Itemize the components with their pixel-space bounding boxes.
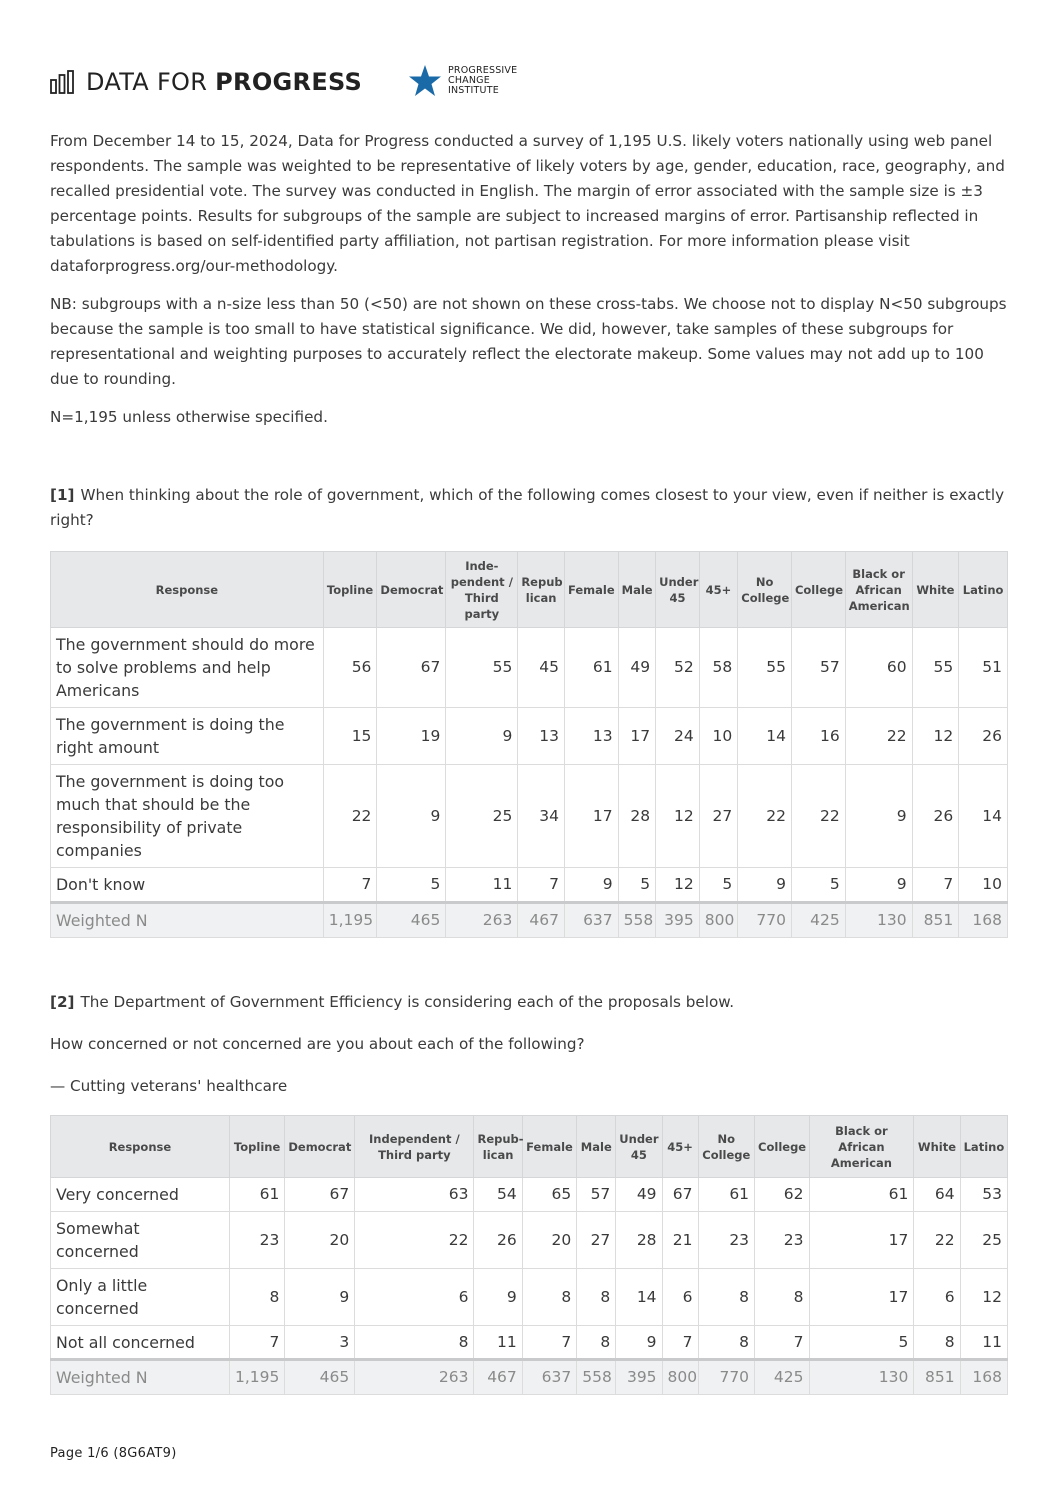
crosstab-table-q1 <box>50 551 1008 938</box>
value-cell: 45 <box>518 628 565 708</box>
value-cell: 61 <box>698 1178 755 1212</box>
value-cell: 5 <box>377 868 446 903</box>
value-cell: 5 <box>618 868 656 903</box>
column-header: College <box>755 1116 809 1178</box>
value-cell: 25 <box>446 765 518 868</box>
value-cell: 13 <box>518 708 565 765</box>
value-cell: 17 <box>809 1269 914 1326</box>
column-header: White <box>912 552 959 628</box>
weighted-n-row <box>51 1360 1008 1395</box>
value-cell: 22 <box>323 765 377 868</box>
value-cell: 61 <box>229 1178 285 1212</box>
value-cell: 55 <box>738 628 792 708</box>
table-row <box>51 1326 1008 1360</box>
value-cell: 17 <box>564 765 618 868</box>
logo-text-bold: PROGRESS <box>215 68 363 96</box>
value-cell: 6 <box>914 1269 960 1326</box>
value-cell: 9 <box>564 868 618 903</box>
column-header: Inde- pendent / Third party <box>446 552 518 628</box>
value-cell: 22 <box>355 1212 474 1269</box>
star-icon <box>408 64 442 98</box>
value-cell: 21 <box>662 1212 698 1269</box>
table-row <box>51 628 1008 708</box>
value-cell: 19 <box>377 708 446 765</box>
value-cell: 55 <box>912 628 959 708</box>
value-cell: 22 <box>738 765 792 868</box>
value-cell: 20 <box>285 1212 355 1269</box>
value-cell: 23 <box>755 1212 809 1269</box>
value-cell: 6 <box>355 1269 474 1326</box>
value-cell: 8 <box>522 1269 576 1326</box>
value-cell: 8 <box>755 1269 809 1326</box>
intro-paragraph-nb: NB: subgroups with a n-size less than 50 (<50) are not shown on these cross-tabs. We choose not to display N<50 subgroups because the sample is too small to have statistical significance. We did, however, take samples of these subgroups for representational and weighting purposes to accurately reflect the electorate makeup. Some values may not add up to 100 due to rounding. <box>50 295 1007 388</box>
weighted-n-cell: 637 <box>564 903 618 938</box>
value-cell: 7 <box>323 868 377 903</box>
column-header: Black or African American <box>845 552 912 628</box>
weighted-n-cell: 467 <box>518 903 565 938</box>
column-header: Repub- lican <box>474 1116 522 1178</box>
question-text: When thinking about the role of government, which of the following comes closest to your view, even if neither is exactly right? <box>50 486 1005 529</box>
weighted-n-cell: 851 <box>914 1360 960 1395</box>
value-cell: 56 <box>323 628 377 708</box>
value-cell: 23 <box>698 1212 755 1269</box>
value-cell: 12 <box>656 868 700 903</box>
pci-line-3: INSTITUTE <box>448 85 499 96</box>
value-cell: 14 <box>738 708 792 765</box>
progressive-change-institute-logo <box>408 64 517 98</box>
value-cell: 9 <box>285 1269 355 1326</box>
value-cell: 27 <box>577 1212 616 1269</box>
value-cell: 28 <box>618 765 656 868</box>
weighted-n-cell: 1,195 <box>229 1360 285 1395</box>
value-cell: 3 <box>285 1326 355 1360</box>
response-label: Somewhat concerned <box>51 1212 230 1269</box>
weighted-n-cell: 263 <box>355 1360 474 1395</box>
bar-chart-icon <box>50 70 74 94</box>
value-cell: 22 <box>791 765 845 868</box>
value-cell: 7 <box>662 1326 698 1360</box>
value-cell: 26 <box>959 708 1008 765</box>
value-cell: 22 <box>914 1212 960 1269</box>
value-cell: 26 <box>474 1212 522 1269</box>
value-cell: 10 <box>959 868 1008 903</box>
value-cell: 60 <box>845 628 912 708</box>
weighted-n-label: Weighted N <box>51 1360 230 1395</box>
column-header: Male <box>577 1116 616 1178</box>
weighted-n-cell: 395 <box>616 1360 662 1395</box>
weighted-n-cell: 770 <box>738 903 792 938</box>
value-cell: 53 <box>960 1178 1007 1212</box>
value-cell: 22 <box>845 708 912 765</box>
weighted-n-cell: 425 <box>755 1360 809 1395</box>
value-cell: 52 <box>656 628 700 708</box>
value-cell: 17 <box>809 1212 914 1269</box>
column-header: Independent / Third party <box>355 1116 474 1178</box>
column-header: College <box>791 552 845 628</box>
value-cell: 7 <box>755 1326 809 1360</box>
value-cell: 7 <box>522 1326 576 1360</box>
weighted-n-cell: 395 <box>656 903 700 938</box>
weighted-n-cell: 558 <box>577 1360 616 1395</box>
value-cell: 67 <box>377 628 446 708</box>
value-cell: 15 <box>323 708 377 765</box>
main-content <box>50 129 1008 1395</box>
data-for-progress-logo <box>50 68 362 96</box>
response-label: Very concerned <box>51 1178 230 1212</box>
column-header: 45+ <box>699 552 738 628</box>
value-cell: 65 <box>522 1178 576 1212</box>
value-cell: 5 <box>699 868 738 903</box>
response-label: Don't know <box>51 868 324 903</box>
weighted-n-cell: 1,195 <box>323 903 377 938</box>
column-header: Under 45 <box>656 552 700 628</box>
value-cell: 14 <box>616 1269 662 1326</box>
response-label: Not all concerned <box>51 1326 230 1360</box>
value-cell: 9 <box>845 765 912 868</box>
weighted-n-cell: 800 <box>662 1360 698 1395</box>
column-header: Repub lican <box>518 552 565 628</box>
value-cell: 9 <box>474 1269 522 1326</box>
value-cell: 27 <box>699 765 738 868</box>
table-row <box>51 1212 1008 1269</box>
value-cell: 14 <box>959 765 1008 868</box>
question-2-subtext: How concerned or not concerned are you about each of the following? <box>50 1035 585 1053</box>
column-header: Response <box>51 1116 230 1178</box>
weighted-n-row <box>51 903 1008 938</box>
weighted-n-cell: 770 <box>698 1360 755 1395</box>
value-cell: 8 <box>577 1326 616 1360</box>
intro-paragraph-methodology: From December 14 to 15, 2024, Data for Progress conducted a survey of 1,195 U.S. likely voters nationally using web panel respondents. The sample was weighted to be representative of likely voters by age, gender, education, race, geography, and recalled presidential vote. The survey was conducted in English. The margin of error associated with the sample size is ±3 percentage points. Results for subgroups of the sample are subject to increased margins of error. Partisanship reflected in tabulations is based on self-identified party affiliation, not partisan registration. For more information please visit dataforprogress.org/our-methodology. <box>50 132 1005 275</box>
weighted-n-cell: 558 <box>618 903 656 938</box>
column-header: Under 45 <box>616 1116 662 1178</box>
value-cell: 9 <box>446 708 518 765</box>
column-header: Response <box>51 552 324 628</box>
weighted-n-cell: 465 <box>377 903 446 938</box>
weighted-n-cell: 168 <box>959 903 1008 938</box>
weighted-n-cell: 130 <box>809 1360 914 1395</box>
value-cell: 7 <box>912 868 959 903</box>
column-header: Topline <box>229 1116 285 1178</box>
value-cell: 9 <box>845 868 912 903</box>
question-text: The Department of Government Efficiency is considering each of the proposals below. <box>80 993 735 1011</box>
question-2 <box>50 990 1008 1015</box>
value-cell: 6 <box>662 1269 698 1326</box>
crosstab-table-q2 <box>50 1115 1008 1395</box>
question-number: [2] <box>50 993 75 1011</box>
column-header: No College <box>738 552 792 628</box>
pci-line-2: CHANGE <box>448 75 490 86</box>
column-header: Male <box>618 552 656 628</box>
value-cell: 11 <box>446 868 518 903</box>
table-row <box>51 765 1008 868</box>
value-cell: 25 <box>960 1212 1007 1269</box>
value-cell: 24 <box>656 708 700 765</box>
value-cell: 57 <box>791 628 845 708</box>
logo-text-light: DATA FOR <box>86 68 208 96</box>
column-header: Female <box>564 552 618 628</box>
weighted-n-cell: 637 <box>522 1360 576 1395</box>
column-header: No College <box>698 1116 755 1178</box>
response-label: Only a little concerned <box>51 1269 230 1326</box>
value-cell: 8 <box>577 1269 616 1326</box>
weighted-n-label: Weighted N <box>51 903 324 938</box>
value-cell: 57 <box>577 1178 616 1212</box>
pci-line-1: PROGRESSIVE <box>448 65 518 76</box>
value-cell: 9 <box>377 765 446 868</box>
weighted-n-cell: 467 <box>474 1360 522 1395</box>
column-header: Democrat <box>285 1116 355 1178</box>
response-label: The government should do more to solve problems and help Americans <box>51 628 324 708</box>
weighted-n-cell: 130 <box>845 903 912 938</box>
column-header: Black or African American <box>809 1116 914 1178</box>
weighted-n-cell: 425 <box>791 903 845 938</box>
column-header: Democrat <box>377 552 446 628</box>
value-cell: 7 <box>229 1326 285 1360</box>
question-1 <box>50 483 1008 533</box>
value-cell: 16 <box>791 708 845 765</box>
value-cell: 17 <box>618 708 656 765</box>
value-cell: 63 <box>355 1178 474 1212</box>
value-cell: 67 <box>285 1178 355 1212</box>
value-cell: 11 <box>474 1326 522 1360</box>
column-header: Latino <box>959 552 1008 628</box>
value-cell: 5 <box>791 868 845 903</box>
weighted-n-cell: 851 <box>912 903 959 938</box>
column-header: White <box>914 1116 960 1178</box>
value-cell: 7 <box>518 868 565 903</box>
value-cell: 20 <box>522 1212 576 1269</box>
value-cell: 8 <box>914 1326 960 1360</box>
value-cell: 62 <box>755 1178 809 1212</box>
value-cell: 8 <box>229 1269 285 1326</box>
value-cell: 28 <box>616 1212 662 1269</box>
value-cell: 8 <box>698 1326 755 1360</box>
value-cell: 58 <box>699 628 738 708</box>
response-label: The government is doing too much that should be the responsibility of private companies <box>51 765 324 868</box>
value-cell: 49 <box>616 1178 662 1212</box>
value-cell: 51 <box>959 628 1008 708</box>
value-cell: 54 <box>474 1178 522 1212</box>
weighted-n-cell: 263 <box>446 903 518 938</box>
table-row <box>51 868 1008 903</box>
value-cell: 61 <box>564 628 618 708</box>
value-cell: 5 <box>809 1326 914 1360</box>
value-cell: 26 <box>912 765 959 868</box>
value-cell: 67 <box>662 1178 698 1212</box>
value-cell: 9 <box>738 868 792 903</box>
value-cell: 10 <box>699 708 738 765</box>
table-row <box>51 1269 1008 1326</box>
column-header: Female <box>522 1116 576 1178</box>
weighted-n-cell: 465 <box>285 1360 355 1395</box>
column-header: 45+ <box>662 1116 698 1178</box>
page-header <box>50 62 570 102</box>
value-cell: 34 <box>518 765 565 868</box>
intro-paragraph-n: N=1,195 unless otherwise specified. <box>50 408 328 426</box>
value-cell: 9 <box>616 1326 662 1360</box>
value-cell: 12 <box>656 765 700 868</box>
table-row <box>51 708 1008 765</box>
value-cell: 23 <box>229 1212 285 1269</box>
question-2-item: — Cutting veterans' healthcare <box>50 1077 288 1095</box>
column-header: Topline <box>323 552 377 628</box>
value-cell: 11 <box>960 1326 1007 1360</box>
weighted-n-cell: 800 <box>699 903 738 938</box>
value-cell: 8 <box>355 1326 474 1360</box>
question-number: [1] <box>50 486 75 504</box>
value-cell: 55 <box>446 628 518 708</box>
value-cell: 12 <box>912 708 959 765</box>
weighted-n-cell: 168 <box>960 1360 1007 1395</box>
value-cell: 8 <box>698 1269 755 1326</box>
value-cell: 13 <box>564 708 618 765</box>
value-cell: 12 <box>960 1269 1007 1326</box>
value-cell: 61 <box>809 1178 914 1212</box>
table-row <box>51 1178 1008 1212</box>
value-cell: 49 <box>618 628 656 708</box>
value-cell: 64 <box>914 1178 960 1212</box>
column-header: Latino <box>960 1116 1007 1178</box>
page-footer: Page 1/6 (8G6AT9) <box>50 1446 177 1461</box>
response-label: The government is doing the right amount <box>51 708 324 765</box>
